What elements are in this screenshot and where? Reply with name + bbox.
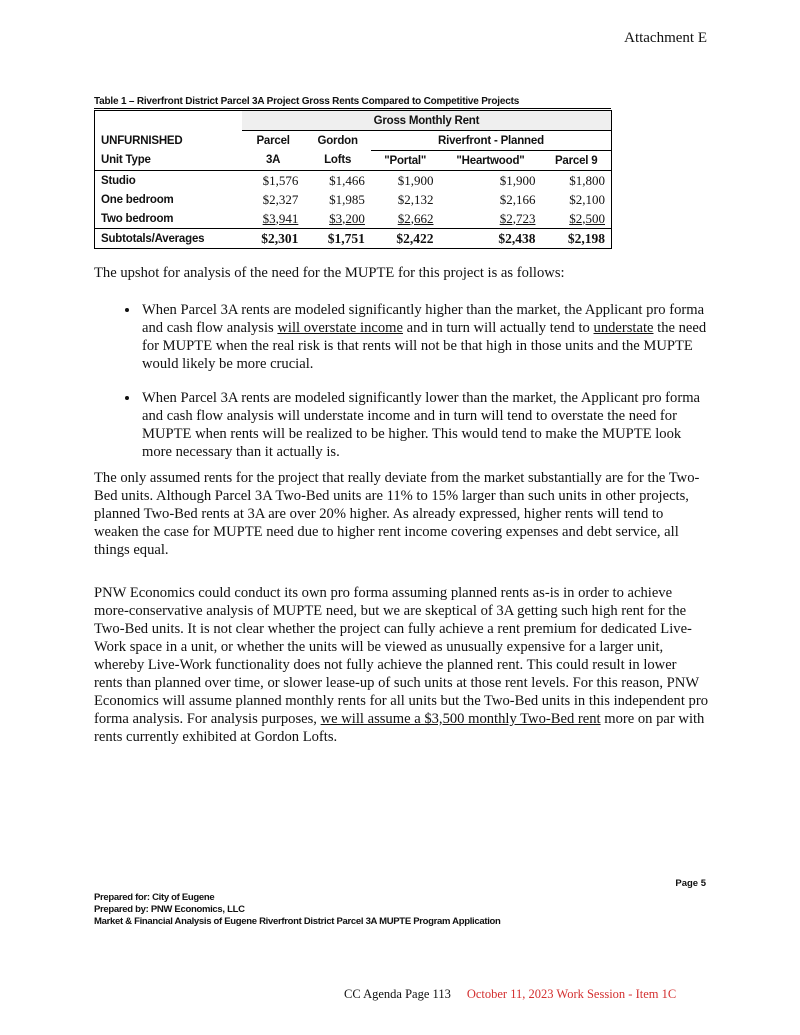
row-label: One bedroom <box>101 193 174 206</box>
header-planned: Riverfront - Planned <box>371 131 612 151</box>
header-parcel-bottom: 3A <box>265 154 281 167</box>
cell: $2,301 <box>261 230 299 246</box>
col-label-unfurnished: UNFURNISHED <box>101 134 183 147</box>
cell: $2,198 <box>567 230 605 246</box>
row-label: Subtotals/Averages <box>101 232 205 245</box>
cell: $1,900 <box>499 172 536 188</box>
list-item: • When Parcel 3A rents are modeled significantly higher than the market, the Applicant pro forma and cash flow analysis will overstate income and in turn will actually tend to understate the need for MUPTE when the real risk is that rents will not be that high in those units and the MUPTE would likely be more crucial. <box>140 301 708 373</box>
attachment-label: Attachment E <box>624 30 707 46</box>
header-portal: "Portal" <box>384 154 427 167</box>
header-gordon-bottom: Lofts <box>324 154 352 167</box>
totals-row <box>95 229 612 249</box>
bullet-list <box>94 301 708 477</box>
table-row <box>95 171 612 191</box>
header-gordon-top: Gordon <box>317 134 358 147</box>
cell: $2,723 <box>499 210 536 226</box>
cell: $1,576 <box>262 172 299 188</box>
list-item: • When Parcel 3A rents are modeled significantly lower than the market, the Applicant pro forma and cash flow analysis will understate income and in turn will tend to overstate the need for MUPTE when rents will be realized to be higher. This would tend to make the MUPTE look more necessary than it actually is. <box>140 389 708 461</box>
cell: $1,900 <box>397 172 434 188</box>
paragraph: The only assumed rents for the project that really deviate from the market substantially are for the Two-Bed units. Although Parcel 3A Two-Bed units are 11% to 15% larger than such units in other projects, planned Two-Bed rents at 3A are over 20% higher. As already expressed, higher rents will tend to weaken the case for MUPTE need due to higher rent income covering expenses and debt service, all things equal. <box>94 470 700 558</box>
cell: $1,751 <box>327 230 365 246</box>
cell: $2,662 <box>397 210 434 226</box>
cell: $2,422 <box>396 230 434 246</box>
cell: $2,166 <box>499 191 536 207</box>
cell: $2,438 <box>498 230 536 246</box>
cell: $1,466 <box>329 172 365 188</box>
agenda-footer <box>344 987 676 1002</box>
group-header: Gross Monthly Rent <box>242 111 612 131</box>
header-parcel-top: Parcel <box>256 134 290 147</box>
intro-paragraph: The upshot for analysis of the need for the MUPTE for this project is as follows: <box>94 265 565 281</box>
cell: $2,500 <box>569 210 605 226</box>
paragraph: PNW Economics could conduct its own pro forma assuming planned rents as-is in order to achieve more-conservative analysis of MUPTE need, but we are skeptical of 3A getting such high rent for the Two-Bed units. It is not clear whether the project can fully achieve a rent premium for dedicated Live-Work space in a unit, or whether the units will be viewed as unusually expensive for a larger unit, whereby Live-Work functionality does not fully achieve the planned rent. This could result in lower rents than planned over time, or slower lease-up of such units at those rent levels. For this reason, PNW Economics will assume planned monthly rents for all units but the Two-Bed units in this independent pro forma analysis. For analysis purposes, we will assume a $3,500 monthly Two-Bed rent more on par with rents currently exhibited at Gordon Lofts. <box>94 585 708 745</box>
rent-table <box>94 110 612 249</box>
cell: $1,800 <box>569 172 605 188</box>
header-parcel9: Parcel 9 <box>554 154 598 167</box>
table-title: Table 1 – Riverfront District Parcel 3A Project Gross Rents Compared to Competitive Projects <box>94 96 611 109</box>
header-heartwood: "Heartwood" <box>456 154 525 167</box>
meeting-label: October 11, 2023 Work Session - Item 1C <box>466 987 677 1001</box>
footer: Prepared for: City of Eugene Prepared by: PNW Economics, LLC Market & Financial Analysis of Eugene Riverfront District Parcel 3A MUPTE Program Application <box>94 892 501 927</box>
cell: $3,941 <box>262 210 299 226</box>
cell: $3,200 <box>329 210 365 226</box>
table-row <box>95 209 612 229</box>
agenda-page: CC Agenda Page 113 <box>344 987 451 1001</box>
cell: $2,132 <box>397 191 434 207</box>
cell: $2,100 <box>569 191 605 207</box>
cell: $1,985 <box>329 191 365 207</box>
table-row <box>95 190 612 209</box>
row-label: Studio <box>101 174 136 187</box>
col-label-unit-type: Unit Type <box>101 154 151 167</box>
row-label: Two bedroom <box>101 212 174 225</box>
page-number: Page 5 <box>675 878 706 889</box>
cell: $2,327 <box>262 191 299 207</box>
